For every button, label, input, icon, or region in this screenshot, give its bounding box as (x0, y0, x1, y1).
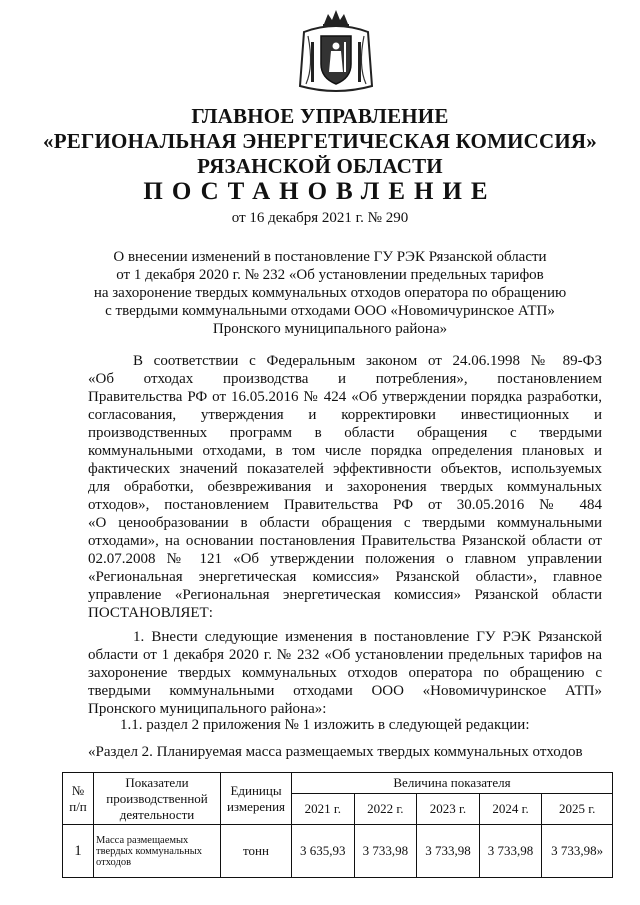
document-date: от 16 декабря 2021 г. № 290 (231, 210, 409, 226)
year-cell: 2024 г. (479, 794, 542, 825)
section-title: «Раздел 2. Планируемая масса размещаемых твердых коммунальных отходов (88, 744, 583, 760)
waste-mass-table (62, 772, 613, 878)
paragraph-line: захоронение твердых коммунальных отходов оператора по обращению с (88, 665, 602, 681)
row-value: 3 733,98 (479, 825, 542, 878)
year-cell: 2021 г. (292, 794, 355, 825)
header-indicator: Показатели производственной деятельности (94, 773, 221, 825)
row-value: 3 733,98 (354, 825, 417, 878)
paragraph-line: В соответствии с Федеральным законом от 24.06.1998 № 89-ФЗ (133, 353, 602, 369)
document-title: ПОСТАНОВЛЕНИЕ (143, 178, 497, 205)
row-indicator: Масса размещаемых твердых коммунальных отходов (94, 825, 221, 878)
paragraph-line: «Об отходах производства и потребления», постановлением (88, 371, 602, 387)
paragraph-basis (88, 352, 602, 622)
paragraph-line: отходами», на основании постановления Правительства Рязанской области от (88, 533, 602, 549)
row-unit: тонн (221, 825, 292, 878)
paragraph-line: «О ценообразовании в области обращения с твердыми коммунальными (88, 515, 602, 531)
paragraph-line: Пронского муниципального района»: (88, 701, 327, 717)
subject-line: с твердыми коммунальными отходами ООО «Новомичуринское АТП» (105, 303, 555, 319)
paragraph-line: фактических значений показателей эффективности объектов, используемых (88, 461, 602, 477)
paragraph-line: управление «Региональная энергетическая комиссия» Рязанской области (88, 587, 602, 603)
subject-line: на захоронение твердых коммунальных отходов оператора по обращению (93, 285, 567, 301)
header-unit: Единицы измерения (221, 773, 292, 825)
header-value: Величина показателя (292, 773, 613, 794)
org-name-line-1: ГЛАВНОЕ УПРАВЛЕНИЕ (191, 104, 449, 128)
org-name-line-3: РЯЗАНСКОЙ ОБЛАСТИ (197, 154, 443, 178)
coat-of-arms-emblem (294, 6, 378, 96)
document-subject (60, 248, 600, 338)
paragraph-line: производственных программ в области обращения с твердыми (88, 425, 602, 441)
paragraph-changes (88, 628, 602, 718)
paragraph-item-1-1 (88, 716, 602, 734)
row-num: 1 (63, 825, 94, 878)
paragraph-line: 1. Внести следующие изменения в постановление ГУ РЭК Рязанской (133, 629, 602, 645)
year-cell: 2022 г. (354, 794, 417, 825)
header-num: № п/п (63, 773, 94, 825)
row-value: 3 635,93 (292, 825, 355, 878)
paragraph-line: твердыми коммунальными отходами ООО «Новомичуринское АТП» (88, 683, 602, 699)
paragraph-line: Правительства РФ от 16.05.2016 № 424 «Об утверждении порядка разработки, (88, 389, 602, 405)
subject-line: от 1 декабря 2020 г. № 232 «Об установлении предельных тарифов (116, 267, 544, 283)
paragraph-line: коммунальными отходами, в том числе порядка определения плановых и (88, 443, 602, 459)
subject-line: О внесении изменений в постановление ГУ РЭК Рязанской области (113, 249, 547, 265)
table-header-row (63, 773, 613, 794)
org-name-line-2: «РЕГИОНАЛЬНАЯ ЭНЕРГЕТИЧЕСКАЯ КОМИССИЯ» (43, 129, 597, 153)
table-row (63, 825, 613, 878)
subject-line: Пронского муниципального района» (212, 321, 448, 337)
paragraph-line: ПОСТАНОВЛЯЕТ: (88, 605, 213, 621)
year-cell: 2025 г. (542, 794, 613, 825)
paragraph-line: согласования, утверждения и корректировки инвестиционных и (88, 407, 602, 423)
year-cell: 2023 г. (417, 794, 480, 825)
paragraph-line: отходов», постановлением Правительства РФ от 30.05.2016 № 484 (88, 497, 602, 513)
paragraph-line: 02.07.2008 № 121 «Об утверждении положения о главном управлении (88, 551, 602, 567)
row-value: 3 733,98» (542, 825, 613, 878)
paragraph-line: 1.1. раздел 2 приложения № 1 изложить в следующей редакции: (120, 717, 530, 733)
paragraph-line: области от 1 декабря 2020 г. № 232 «Об установлении предельных тарифов на (88, 647, 602, 663)
paragraph-line: для обработки, обезвреживания и захоронения твердых коммунальных (88, 479, 602, 495)
row-value: 3 733,98 (417, 825, 480, 878)
paragraph-line: «Региональная энергетическая комиссия» Рязанской области», главное (88, 569, 602, 585)
